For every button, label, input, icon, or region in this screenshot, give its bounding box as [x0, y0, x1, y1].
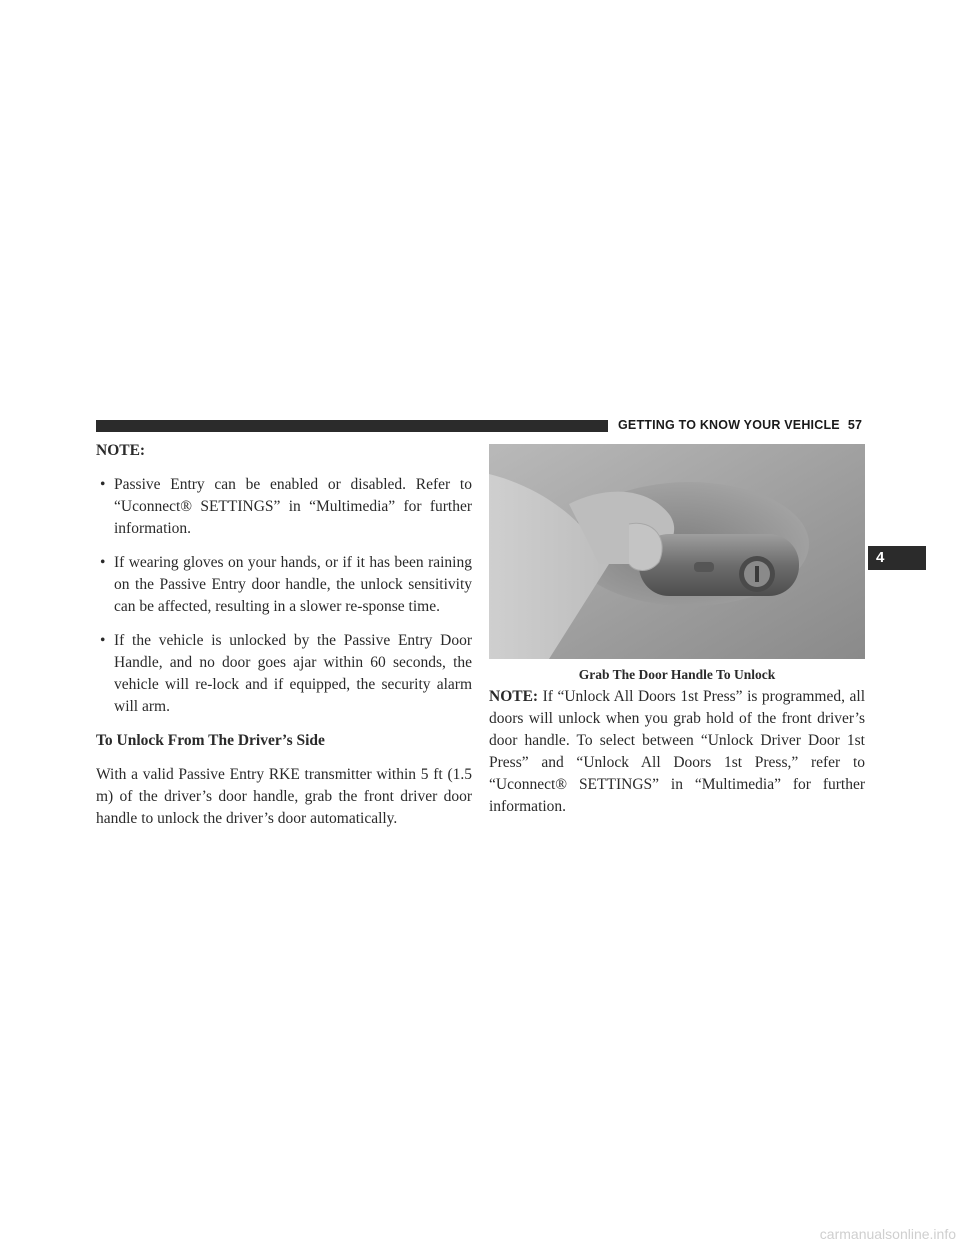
section-title: GETTING TO KNOW YOUR VEHICLE	[618, 418, 840, 432]
note-bullet-list	[96, 474, 472, 718]
figure-caption: Grab The Door Handle To Unlock	[578, 667, 776, 682]
chapter-tab: 4	[868, 546, 926, 570]
left-column	[96, 440, 472, 830]
running-header	[618, 418, 866, 436]
note-text: If “Unlock All Doors 1st Press” is programmed, all doors will unlock when you grab hold of the front driver’s door handle. To select between “Unlock Driver Door 1st Press” and “Unlock All Doors 1st Press,” refer to “Uconnect® SETTINGS” in “Multimedia” for further information.	[489, 688, 865, 815]
section-heading: To Unlock From The Driver’s Side	[96, 732, 325, 749]
watermark: carmanualsonline.info	[819, 1226, 956, 1242]
note-heading: NOTE:	[96, 442, 146, 459]
door-handle-illustration	[489, 444, 865, 659]
bullet-item: • If the vehicle is unlocked by the Passive Entry Door Handle, and no door goes ajar within 60 seconds, the vehicle will re-lock and if equipped, the security alarm will arm.	[96, 630, 472, 718]
page-number: 57	[847, 418, 863, 432]
right-note	[489, 686, 865, 818]
header-rule	[96, 420, 608, 432]
body-paragraph: With a valid Passive Entry RKE transmitter within 5 ft (1.5 m) of the driver’s door handle, grab the front driver door handle to unlock the driver’s door automatically.	[96, 766, 472, 827]
note-label: NOTE:	[489, 688, 539, 705]
door-handle-photo	[489, 444, 865, 659]
bullet-item: • If wearing gloves on your hands, or if it has been raining on the Passive Entry door handle, the unlock sensitivity can be affected, resulting in a slower re-sponse time.	[96, 552, 472, 618]
bullet-item: • Passive Entry can be enabled or disabled. Refer to “Uconnect® SETTINGS” in “Multimedia” for further information.	[96, 474, 472, 540]
